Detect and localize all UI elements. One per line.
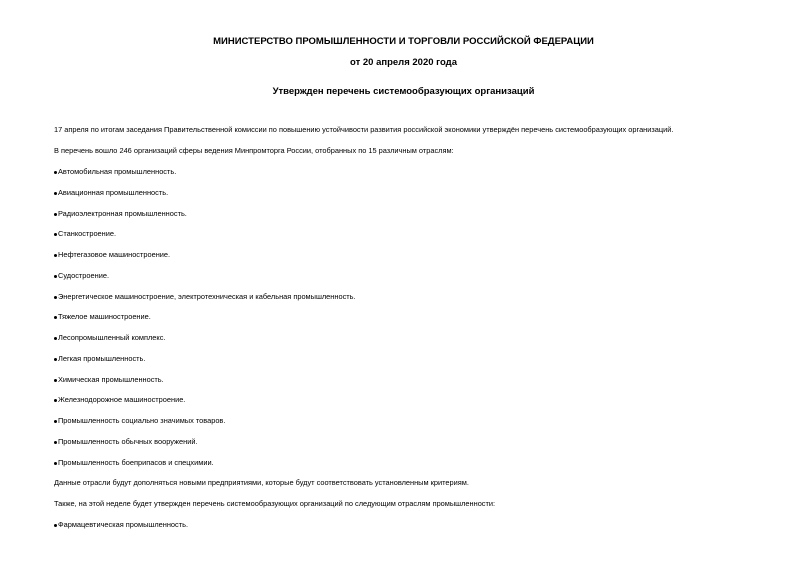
bullet-icon — [54, 213, 57, 216]
bullet-icon — [54, 171, 57, 174]
list-item — [54, 375, 164, 385]
bullet-icon — [54, 233, 57, 236]
next-list-paragraph: Также, на этой неделе будет утвержден перечень системообразующих организаций по следующим отраслям промышленности: — [54, 499, 496, 508]
list-item-text: Промышленность боеприпасов и спецхимии. — [58, 458, 214, 467]
list-item-text: Лесопромышленный комплекс. — [58, 333, 166, 342]
list-item — [54, 250, 170, 260]
list-item-text: Авиационная промышленность. — [58, 188, 169, 197]
list-item-text: Тяжелое машиностроение. — [58, 312, 151, 321]
bullet-icon — [54, 399, 57, 402]
additions-paragraph: Данные отрасли будут дополняться новыми предприятиями, которые будут соответствовать установленным критериям. — [54, 478, 469, 487]
list-item — [54, 209, 187, 219]
bullet-icon — [54, 275, 57, 278]
list-item — [54, 229, 116, 239]
bullet-icon — [54, 192, 57, 195]
list-item-text: Промышленность социально значимых товаров. — [58, 416, 226, 425]
document-subject: Утвержден перечень системообразующих организаций — [272, 86, 535, 97]
list-item — [54, 520, 188, 530]
list-item — [54, 437, 198, 447]
bullet-icon — [54, 254, 57, 257]
document-date: от 20 апреля 2020 года — [350, 57, 457, 68]
bullet-icon — [54, 358, 57, 361]
list-item — [54, 333, 165, 343]
list-item-text: Фармацевтическая промышленность. — [58, 520, 189, 529]
bullet-icon — [54, 337, 57, 340]
list-item-text: Автомобильная промышленность. — [58, 167, 177, 176]
bullet-icon — [54, 462, 57, 465]
intro-paragraph: 17 апреля по итогам заседания Правительственной комиссии по повышению устойчивости развития российской экономики утверждён перечень системообразующих организаций. — [54, 125, 674, 134]
list-intro-paragraph: В перечень вошло 246 организаций сферы ведения Минпромторга России, отобранных по 15 различным отраслям: — [54, 146, 454, 155]
bullet-icon — [54, 441, 57, 444]
list-item-text: Промышленность обычных вооружений. — [58, 437, 198, 446]
list-item-text: Легкая промышленность. — [58, 354, 146, 363]
list-item-text: Радиоэлектронная промышленность. — [58, 209, 187, 218]
list-item — [54, 271, 109, 281]
list-item — [54, 167, 176, 177]
list-item-text: Нефтегазовое машиностроение. — [58, 250, 171, 259]
list-item-text: Химическая промышленность. — [58, 375, 164, 384]
list-item-text: Станкостроение. — [58, 229, 117, 238]
bullet-icon — [54, 316, 57, 319]
list-item — [54, 354, 145, 364]
bullet-icon — [54, 379, 57, 382]
list-item-text: Судостроение. — [58, 271, 109, 280]
list-item-text: Энергетическое машиностроение, электротехническая и кабельная промышленность. — [58, 292, 356, 301]
list-item — [54, 312, 151, 322]
list-item — [54, 292, 356, 302]
ministry-title: МИНИСТЕРСТВО ПРОМЫШЛЕННОСТИ И ТОРГОВЛИ РОССИЙСКОЙ ФЕДЕРАЦИИ — [213, 36, 594, 47]
list-item — [54, 416, 225, 426]
list-item — [54, 188, 168, 198]
list-item-text: Железнодорожное машиностроение. — [58, 395, 186, 404]
bullet-icon — [54, 420, 57, 423]
bullet-icon — [54, 524, 57, 527]
bullet-icon — [54, 296, 57, 299]
list-item — [54, 395, 185, 405]
list-item — [54, 458, 214, 468]
